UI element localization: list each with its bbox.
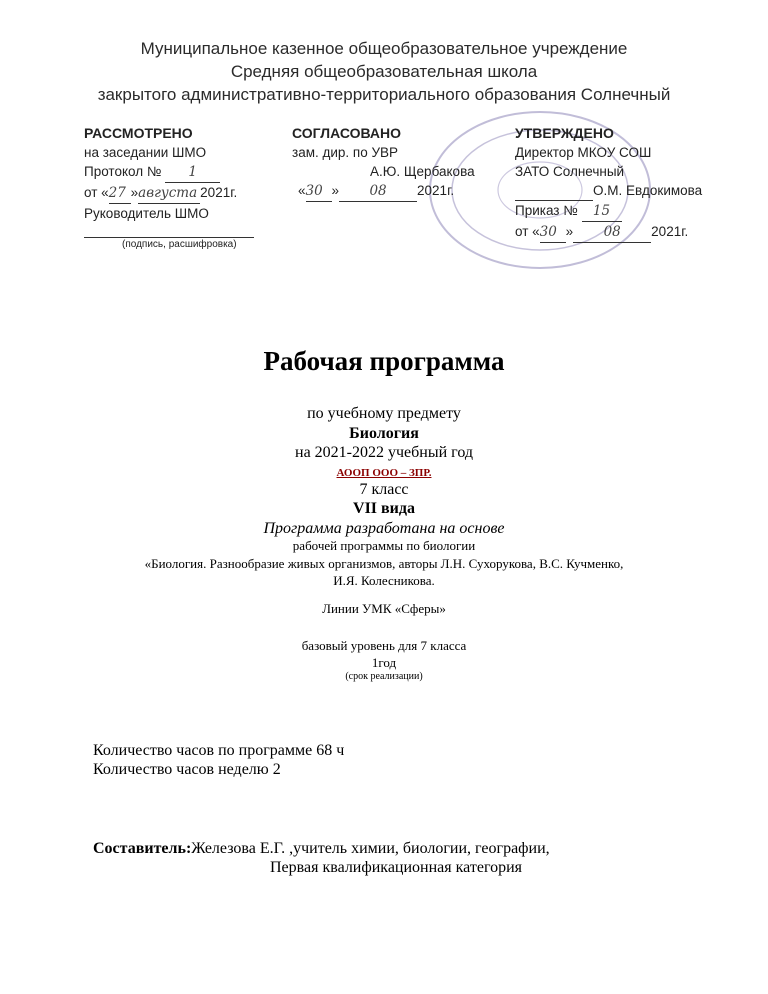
date-day: 27 (109, 184, 131, 204)
basis-line2: «Биология. Разнообразие живых организмов, авторы Л.Н. Сухорукова, В.С. Кучменко, (144, 556, 624, 571)
date-quote: » (331, 183, 340, 198)
basis-line1: рабочей программы по биологии (292, 538, 476, 553)
grade: 7 класс (359, 481, 409, 498)
duration-note: (срок реализации) (345, 671, 423, 682)
reviewed-head: Руководитель ШМО (84, 206, 209, 221)
author-line (93, 839, 550, 858)
order-label: Приказ № (515, 203, 578, 218)
date-day: 30 (540, 223, 566, 243)
agreed-heading: СОГЛАСОВАНО (292, 125, 401, 141)
date-prefix: от « (515, 224, 540, 239)
protocol-label: Протокол № (84, 164, 162, 179)
level-line: базовый уровень для 7 класса (301, 638, 467, 653)
signature-line (84, 223, 254, 238)
protocol-number: 1 (165, 163, 220, 183)
approved-position: Директор МКОУ СОШ (515, 145, 652, 160)
agreed-position: зам. дир. по УВР (292, 145, 399, 160)
agreed-name: А.Ю. Щербакова (370, 164, 475, 179)
approval-agreed (292, 124, 502, 202)
hours-total: Количество часов по программе 68 ч (93, 742, 345, 759)
school-name: Муниципальное казенное общеобразовательное учреждение (140, 39, 628, 58)
author-category: Первая квалификационная категория (270, 859, 523, 876)
date-prefix: « (298, 183, 306, 198)
date-month: 08 (573, 223, 651, 243)
author-label: Составитель: (93, 840, 192, 857)
approved-org: ЗАТО Солнечный (515, 164, 625, 179)
subject-name: Биология (349, 425, 419, 442)
author-text: Железова Е.Г. ,учитель химии, биологии, географии, (191, 840, 550, 857)
approved-heading: УТВЕРЖДЕНО (515, 125, 614, 141)
umk-line: Линии УМК «Сферы» (322, 601, 446, 616)
subject-label: по учебному предмету (307, 405, 461, 422)
date-year: 2021г. (200, 185, 238, 200)
basis-line3: И.Я. Колесникова. (333, 573, 435, 588)
date-day: 30 (306, 182, 332, 202)
director-signature-line (515, 181, 593, 201)
agreed-date (292, 181, 502, 202)
reviewed-heading: РАССМОТРЕНО (84, 125, 193, 141)
signature-caption: (подпись, расшифровка) (122, 239, 237, 250)
reviewed-protocol (84, 162, 284, 183)
date-quote: » (565, 224, 574, 239)
date-month: августа (138, 184, 200, 204)
program-basis: Программа разработана на основе (263, 520, 505, 537)
date-year: 2021г. (417, 183, 455, 198)
approved-order (515, 201, 740, 222)
academic-year: на 2021-2022 учебный год (295, 444, 473, 461)
approval-reviewed (84, 124, 284, 252)
aoop-label: АООП ООО – ЗПР. (336, 467, 432, 479)
page-title: Рабочая программа (263, 346, 505, 376)
date-prefix: от « (84, 185, 109, 200)
date-month: 08 (339, 182, 417, 202)
order-number: 15 (582, 202, 622, 222)
reviewed-meeting: на заседании ШМО (84, 145, 207, 160)
program-type: VII вида (353, 500, 415, 517)
date-year: 2021г. (651, 224, 689, 239)
school-type: Средняя общеобразовательная школа (230, 62, 538, 81)
school-location: закрытого административно-территориального образования Солнечный (97, 85, 671, 104)
approved-date (515, 222, 740, 243)
date-quote: » (130, 185, 139, 200)
director-name: О.М. Евдокимова (593, 183, 703, 198)
reviewed-date (84, 183, 284, 204)
duration-line: 1год (371, 655, 397, 670)
approval-approved (515, 124, 740, 243)
approved-director (515, 181, 740, 201)
hours-weekly: Количество часов неделю 2 (93, 761, 281, 778)
aoop-wrap (0, 463, 768, 481)
